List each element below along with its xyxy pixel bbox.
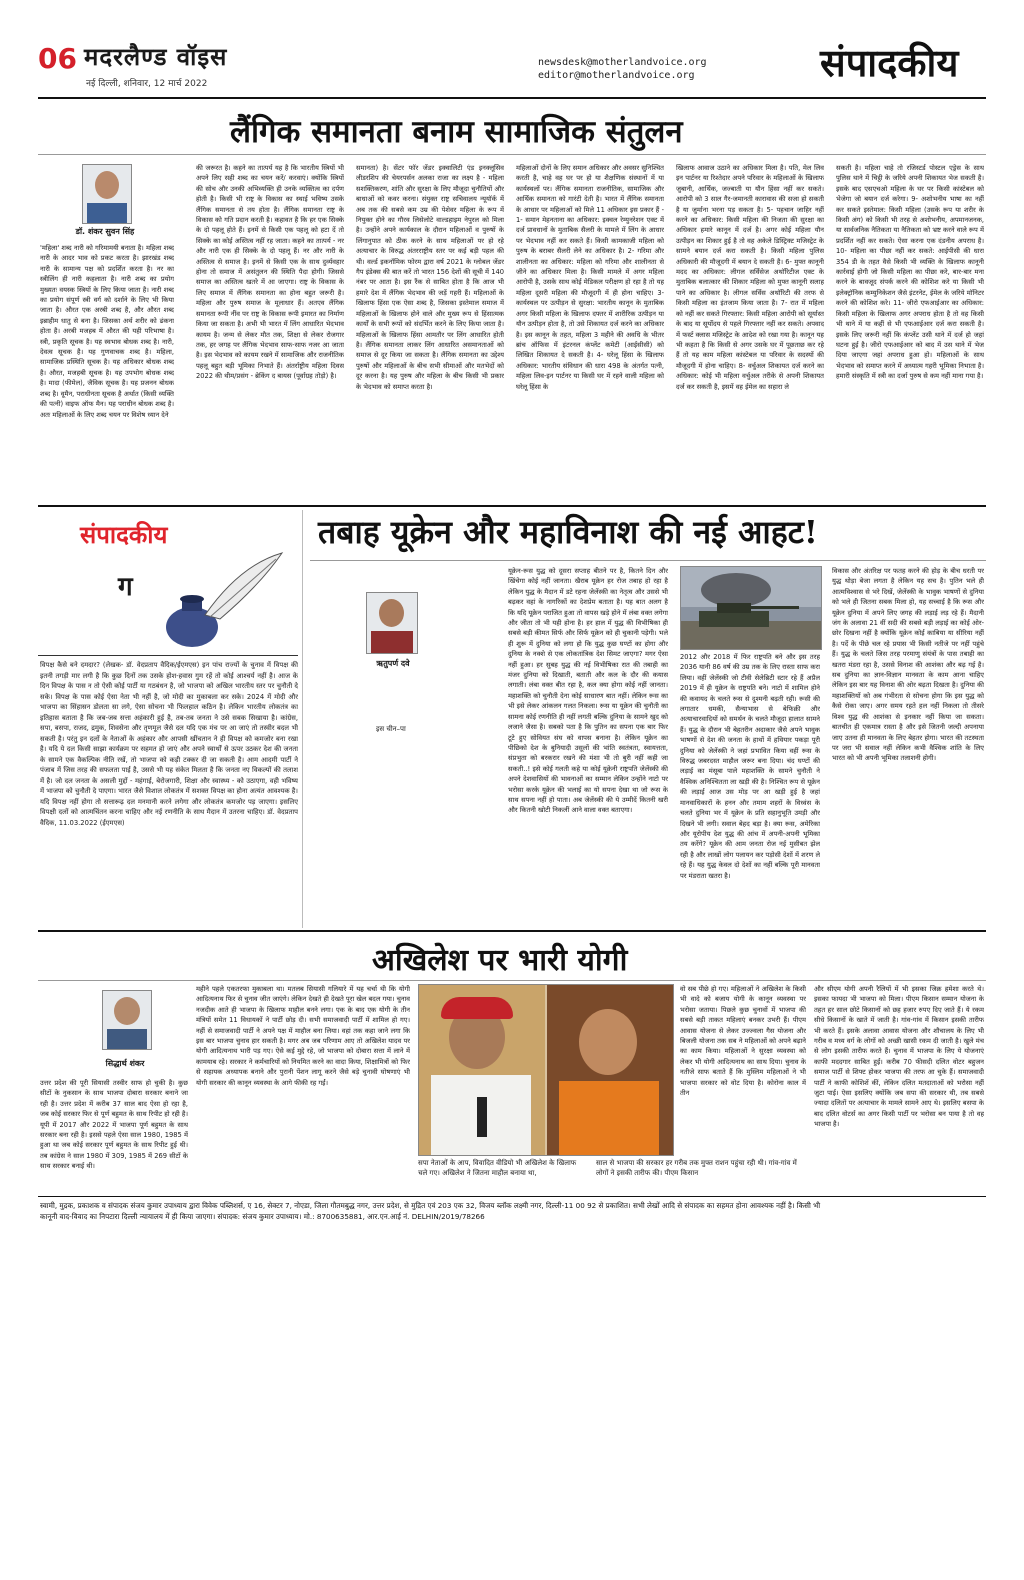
article-3-rule xyxy=(38,980,986,981)
article-1-col-5: खिलाफ आवाज उठाने का अधिकार मिला है। पति, मेल लिव इन पार्टनर या रिश्तेदार अपने परिवार के महिलाओं के खिलाफ जुबानी, आर्थिक, जज्बाती या यौन हिंसा नहीं कर सकते। आरोपी को 3 साल गैर-जमानती कारावास की सजा हो सकती है या जुर्माना भरना पड़ सकता है। 5- पहचान जाहिर नहीं करने का अधिकार: किसी महिला की निजता की सुरक्षा का अधिकार हमारे कानून में दर्ज है। अगर कोई महिला यौन उत्पीड़न का शिकार हुई है तो वह अकेले डिस्ट्रिक्ट मजिस्ट्रेट के सामने बयान दर्ज करा सकती है। किसी महिला पुलिस अधिकारी की मौजूदगी में बयान दे सकती है। 6- मुफ्त कानूनी मदद का अधिकार: लीगल सर्विसेज अथॉरिटीज एक्ट के मुताबिक बलात्कार की शिकार महिला को मुफ्त कानूनी सलाह पाने का अधिकार है। लीगल सर्विस अथॉरिटी की तरफ से किसी महिला का इंतजाम किया जाता है। 7- रात में महिला को नहीं कर सकते गिरफ्तार: किसी महिला आरोपी को सूर्यास्त के बाद या सूर्योदय से पहले गिरफ्तार नहीं कर सकते। अपवाद में फर्स्ट क्लास मजिस्ट्रेट के आदेश को रखा गया है। कानून यह भी कहता है कि किसी से अगर उसके घर में पूछताछ कर रहे हैं तो यह काम महिला कांस्टेबल या परिवार के सदस्यों की मौजूदगी में होना चाहिए। 8- वर्चुअल शिकायत दर्ज करने का अधिकार: कोई भी महिला वर्चुअल तरीके से अपनी शिकायत दर्ज कर सकती है, इसमें वह ईमेल का सहारा ले xyxy=(676,164,824,391)
author-photo-3 xyxy=(102,990,152,1050)
imprint-footer xyxy=(40,1200,986,1222)
author-photo-1 xyxy=(82,164,132,224)
article-3-headline: अखिलेश पर भारी योगी xyxy=(372,943,628,978)
article-3-col-1: उत्तर प्रदेश की पूरी सियासी तस्वीर साफ हो चुकी है। कुछ सीटों के नुकसान के साथ भाजपा दोबारा सरकार बनाने जा रही है। उत्तर प्रदेश में करीब 37 साल बाद ऐसा हो रहा है, जब कोई सरकार फिर से पूर्ण बहुमत के साथ रिपीट हो रही है। यूपी में 2017 और 2022 में भाजपा पूर्ण बहुमत के साथ सरकार बना रही है। इससे पहले ऐसा साल 1980, 1985 में हुआ था जब कोई सरकार पूर्ण बहुमत के साथ रिपीट हुई थी। तब कांग्रेस ने साल 1980 में 309, 1985 में 269 सीटों के साथ सरकार बनाई थी। xyxy=(40,1079,188,1171)
article-2-col-2: 2012 और 2018 में फिर राष्ट्रपति बने और इस तरह 2036 यानी 86 वर्ष की उम्र तक के लिए रास्ता साफ करा लिया। वहीं जेलेंस्की जो टीवी सेलेब्रिटी स्टार रहे हैं अप्रैल 2019 में ही यूक्रेन के राष्ट्रपति बने। नाटो में शामिल होने की कवायद के चलते रूस से दुश्मनी बढ़ती रही। रूसी की लगातार धमकी, सैन्याभास से बेफिक्री और अत्याचारवादियों को समर्थन के चलते मौजूदा हालात सामने हैं। युद्ध के दौरान भी बेहतरीन अदाकार जैसे अपने भावुक भाषणों से देश की जनता के हाथों में हथियार पकड़ा पूरी दुनिया को जेलेंस्की ने जहां प्रभावित किया वहीं रूस के विरुद्ध जबरदस्त माहौल जरूर बना दिया। चंद घण्टों की लड़ाई का मंसूबा पाले महाशक्ति के सामने चुनौती ने वैश्विक अनिश्चितता ला खड़ी की है। निश्चित रूप से यूक्रेन की लड़ाई आज उस मोड़ पर आ खड़ी हुई है जहां मानवाधिकारों के हनन और तमाम शहरों के विध्वंस के चलते दुनिया भर में यूक्रेन के प्रति सहानुभूति उमड़ी और दिखने भी लगी। सवाल बेहद बड़ा है। क्या रूस, अमेरिका और यूरोपीय देश युद्ध की आंच में अपनी-अपनी भूमिका तय करेंगे? यूक्रेन की आम जनता रोज नई मुसीबत झेल रही है और लाखों लोग पलायन कर पड़ोसी देशों में शरण ले रहे हैं। यह युद्ध केवल दो देशों का नहीं बल्कि पूरी मानवता पर मंडराता खतरा है। xyxy=(680,653,820,880)
article-2-author: ऋतुपर्ण दवे xyxy=(376,659,410,668)
article-3-col-3: वो सब पीछे हो गए। महिलाओं ने अखिलेश के किसी भी वादे को बजाय योगी के कानून व्यवस्था पर भरोसा जताया। पिछले कुछ चुनावों में भाजपा की सबसे बड़ी ताकत महिलाएं बनकर उभरी हैं। पीएम आवास योजना से लेकर उज्ज्वला गैस योजना और बिजली योजना तक सब ने महिलाओं को अपने बढ़ाने का काम किया। महिलाओं ने सुरक्षा व्यवस्था को लेकर भी योगी आदित्यनाथ का साथ दिया। चुनाव के नतीजे साफ बताते हैं कि मुस्लिम महिलाओं ने भी भाजपा सरकार को वोट दिया है। कोरोना काल में तीन xyxy=(680,985,806,1098)
imprint-line-2: कानूनी वाद-विवाद का निपटारा दिल्ली न्यायालय में ही किया जाएगा। संपादक: संजय कुमार उपाध्याय। मो.: 8700635881, आर.एन.आई नं. DELHIN/2019/78266 xyxy=(40,1212,485,1221)
article-3-col-4: और सीएम योगी अपनी रैलियों में भी इसका जिक्र हमेशा करते थे। इसका फायदा भी भाजपा को मिला। पीएम किसान सम्मान योजना के तहत हर साल छोटे किसानों को छह हजार रुपए दिए जाते हैं। ये रकम सीधे किसानों के खाते में जाती है। गांव-गांव में किसान इसकी तारीफ भी करते हैं। इसके अलावा आवास योजना और शौचालय के लिए भी गरीब व मध्य वर्ग के लोगों को अच्छी खासी रकम दी जाती है। खुले मंच से लोग इसकी तारीफ करते हैं। चुनाव में भाजपा के लिए ये योजनाएं काफी मददगार साबित हुईं। करीब 70 फीसदी दलित वोटर बहुजन समाज पार्टी से शिफ्ट होकर भाजपा की तरफ आ चुके हैं। समाजवादी पार्टी ने काफी कोशिशें कीं, लेकिन दलित मतदाताओं को भरोसा नहीं जुटा पाई। ऐसा इसलिए क्योंकि जब सपा की सरकार थी, तब सबसे ज्यादा दलितों पर अत्याचार के मामले सामने आए थे। इसलिए बसपा के बाद दलित वोटर्स का अगर किसी पार्टी पर भरोसा बन पाया है तो वह भाजपा है। xyxy=(814,985,984,1129)
article-2-col-3: विकास और अंतरिक्ष पर फतह करने की होड़ के बीच धरती पर युद्ध थोड़ा बेजा लगता है लेकिन यह सच है। पुतिन भले ही आत्मविश्वास से भरे दिखें, जेलेंस्की के भावुक भाषणों से दुनिया को भले ही जितना सबक मिला हो, यह सच्चाई है कि रूस और यूक्रेन दुनिया में अपने लिए जगह की लड़ाई लड़ रहे हैं। मैदानी जंग के अलावा 21 वीं सदी की सबसे बड़ी लड़ाई का कोई ओर-छोर दिखना नहीं है क्योंकि यूक्रेन कोई काबिया या सीरिया नहीं है। पर्दे के पीछे चल रहे प्रयास भी किसी नतीजे पर नहीं पहुंचे हैं। युद्ध के चलते जिस तरह परमाणु संयंत्रों के पास तबाही का खतरा मंडरा रहा है, उससे विनाश की आशंका और बढ़ गई है। सब दुनिया का ज्ञान-विज्ञान मानवता के काम आना चाहिए लेकिन इस बार यह विनाश की ओर बढ़ता दिखता है। दुनिया की महाशक्तियों को अब गंभीरता से सोचना होगा कि इस युद्ध को कैसे रोका जाए। अगर समय रहते हल नहीं निकला तो तीसरे विश्व युद्ध की आशंका से इनकार नहीं किया जा सकता। बातचीत ही एकमात्र रास्ता है और इसे जितनी जल्दी अपनाया जाए उतना ही मानवता के लिए बेहतर होगा। भारत की तटस्थता पर जरा भी सवाल नहीं लेकिन कभी वैश्विक शांति के लिए भारत को भी अपनी भूमिका तलाशनी होगी। xyxy=(832,567,984,763)
footer-rule xyxy=(38,1196,986,1197)
editorial-side-column: विपक्ष कैसे बने दमदार? (लेखक- डॉ. वेदप्रताप वैदिक/ईएमएस) इन पांच राज्यों के चुनाव में विपक्ष की इतनी तगड़ी मार लगी है कि कुछ दिनों तक उसके होश-हवास गुम रहें तो कोई आश्चर्य नहीं है। आज के दिन विपक्ष के पास न तो ऐसी कोई पार्टी या गठबंधन है, जो भाजपा को अखिल भारतीय स्तर पर चुनौती दे सके। विपक्ष के पास कोई ऐसा नेता भी नहीं है, जो मोदी का मुकाबला कर सके। 2024 में मोदी और भाजपा का सिंहासन डोलता सा लगे, ऐसा सोचना भी फिलहाल कठिन है। लेकिन भारतीय लोकतंत्र का इतिहास बताता है कि जब-जब सत्ता अहंकारी हुई है, तब-तब जनता ने उसे सबक सिखाया है। कांग्रेस, सपा, बसपा, राजद, द्रमुक, शिवसेना और तृणमूल जैसे दल यदि एक मंच पर आ जाएं तो तस्वीर बदल भी सकती है। परंतु इन दलों के नेताओं के अहंकार और आपसी खींचतान ने ही विपक्ष को कमजोर बना रखा है। यदि ये दल किसी साझा कार्यक्रम पर सहमत हो जाएं और अपने स्वार्थों से ऊपर उठकर देश की जनता के सामने एक वैकल्पिक नीति रखें, तो भाजपा को कड़ी टक्कर दी जा सकती है। आम आदमी पार्टी ने पंजाब में जिस तरह की सफलता पाई है, उससे भी यह संकेत मिलता है कि जनता नए विकल्पों की तलाश में है। जो दल जनता के असली मुद्दों - महंगाई, बेरोजगारी, शिक्षा और स्वास्थ्य - को उठाएगा, वही भविष्य में भाजपा को चुनौती दे पाएगा। भारत जैसे विशाल लोकतंत्र में सशक्त विपक्ष का होना अत्यंत आवश्यक है। यदि विपक्ष नहीं होगा तो सत्तारूढ़ दल मनमानी करने लगेगा और लोकतंत्र कमजोर पड़ जाएगा। इसलिए विपक्षी दलों को आत्मचिंतन करना चाहिए और नई रणनीति के साथ मैदान में उतरना चाहिए। डॉ. वेदप्रताप वैदिक, 11.03.2022 (ईएमएस) xyxy=(40,661,298,827)
newsdesk-email[interactable]: newsdesk@motherlandvoice.org xyxy=(538,57,707,68)
ink-quill-illustration xyxy=(150,545,290,655)
editorial-badge: संपादकीय xyxy=(80,520,168,549)
article-1-col-3: समानता) है। सेंटर फॉर जेंडर इक्वालिटी एंड इनक्लूसिव लीडरशिप की चेयरपर्सन अलका राजा का लक्ष्य है - महिला सशक्तिकरण, शांति और सुरक्षा के लिए मौजूदा चुनौतियों और बाधाओं को कवर करना। संयुक्त राष्ट्र सचिवालय न्यूयॉर्क में अब तक की सबसे कम उम्र की पेशेवर महिला के रूप में नियुक्त होने का गौरव लिसेलोटे वाल्डहाइम नेपुरल को मिला है। उन्होंने अपने कार्यकाल के दौरान महिलाओं व पुरुषों के लिंगानुपात को ठीक करने के साथ महिलाओं पर हो रहे अत्याचार के विरुद्ध अंतरराष्ट्रीय स्तर पर कई बड़ी पहल की थी। वर्ल्ड इकनॉमिक फोरम द्वारा वर्ष 2021 के ग्लोबल जेंडर गैप इंडेक्स की बात करें तो भारत 156 देशों की सूची में 140 नंबर पर आता है। इस रैंक से साबित होता है कि आज भी हमारे देश में लैंगिक भेदभाव की जड़ें गहरी हैं। महिलाओं के खिलाफ हिंसा एक ऐसा शब्द है, जिसका इस्तेमाल समाज में महिलाओं के खिलाफ होने वाले और मुख्य रूप से हिंसात्मक कार्यों के सभी रूपों को संदर्भित करने के लिए किया जाता है। महिलाओं के खिलाफ हिंसा आमतौर पर लिंग आधारित होती है। लैंगिक समानता लाकर लिंग आधारित असमानताओं को समाज से दूर किया जा सकता है। लैंगिक समानता का उद्देश्य पुरुषों और महिलाओं के बीच सभी सीमाओं और मतभेदों को दूर करना है। यह पुरुष और महिला के बीच किसी भी प्रकार के भेदभाव को समाप्त करता है। xyxy=(356,164,504,391)
masthead-divider xyxy=(38,97,986,99)
newspaper-name: मदरलैण्ड वॉइस xyxy=(84,43,228,71)
editorial-divider-line xyxy=(302,510,303,928)
article-1-headline: लैंगिक समानता बनाम सामाजिक संतुलन xyxy=(230,114,683,150)
article-2-rule xyxy=(310,560,986,561)
page-number: 06 xyxy=(38,42,77,75)
article-1-col-6: सकती है। महिला चाहे तो रजिस्टर्ड पोस्टल एड्रेस के साथ पुलिस थाने में चिट्ठी के जरिये अपनी शिकायत भेज सकती है। इसके बाद एसएचओ महिला के घर पर किसी कांस्टेबल को भेजेगा जो बयान दर्ज करेगा। 9- अशोभनीय भाषा का नहीं कर सकते इस्तेमाल: किसी महिला (उसके रूप या शरीर के किसी अंग) को किसी भी तरह से अशोभनीय, अपमानजनक, या सार्वजनिक नैतिकता या नैतिकता को भ्रष्ट करने वाले रूप में प्रदर्शित नहीं कर सकते। ऐसा करना एक दंडनीय अपराध है। 10- महिला का पीछा नहीं कर सकते: आईपीसी की धारा 354 डी के तहत वैसे किसी भी व्यक्ति के खिलाफ कानूनी कार्रवाई होगी जो किसी महिला का पीछा करे, बार-बार मना करने के बावजूद संपर्क करने की कोशिश करे या किसी भी इलेक्ट्रॉनिक कम्युनिकेशन जैसे इंटरनेट, ईमेल के जरिये मॉनिटर करने की कोशिश करे। 11- जीरो एफआईआर का अधिकार: किसी महिला के खिलाफ अगर अपराध होता है तो वह किसी भी थाने में या कहीं से भी एफआईआर दर्ज करा सकती है। इसके लिए जरूरी नहीं कि कंप्लेंट उसी थाने में दर्ज हो जहां घटना हुई है। जीरो एफआईआर को बाद में उस थाने में भेज दिया जाएगा जहां अपराध हुआ हो। महिलाओं के साथ भेदभाव को समाप्त करने में अध्यात्म गहरी भूमिका निभाता है। हमारी संस्कृति में स्त्री का दर्जा पुरुष से कम नहीं माना गया है। xyxy=(836,164,984,381)
article-2-headline: तबाह यूक्रेन और महाविनाश की नई आहट! xyxy=(318,513,818,551)
imprint-line-1: स्वामी, मुद्रक, प्रकाशक व संपादक संजय कुमार उपाध्याय द्वारा विवेक पब्लिशर्स, ए 16, सेक्टर 7, नोएडा, जिला गौतमबुद्ध नगर, उत्तर प्रदेश, से मुद्रित एवं 203 एक 32, विजय ब्लॉक लक्ष्मी नगर, दिल्ली-11 00 92 से प्रकाशित। सभी लेखों आदि से संपादक का सहमत होना आवश्यक नहीं है। किसी भी xyxy=(40,1201,821,1210)
article-3-author: सिद्धार्थ शंकर xyxy=(105,1059,145,1068)
leaders-photo xyxy=(418,984,674,1156)
article-3-col-2: महीने पहले एकतरफा मुकाबला था। मतलब सियासी गलियारे में यह चर्चा थी कि योगी आदित्यनाथ फिर से चुनाव जीत जाएंगे। लेकिन देखते ही देखते पूरा खेल बदल गया। चुनाव नजदीक आते ही भाजपा के खिलाफ माहौल बनने लगा। एक के बाद एक योगी के तीन मंत्रियों समेत 11 विधायकों ने पार्टी छोड़ दी। सभी समाजवादी पार्टी में शामिल हो गए। नहीं से समाजवादी पार्टी ने अपने पक्ष में माहौल बना लिया। वहां तक कहा जाने लगा कि इस बार भाजपा चुनाव हार सकती है। मगर अब जब परिणाम आए तो अखिलेश यादव पर योगी आदित्यनाथ भारी पड़ गए। ऐसे कई मुद्दे रहे, जो भाजपा को दोबारा सत्ता में लाने में कामयाब रहे। सरकार ने कर्मचारियों को नियमित करने का वादा किया, शिक्षामित्रों को फिर से सहायक अध्यापक बनाने और पुरानी पेंशन लागू करने जैसे बड़े चुनावी घोषणाएं भी योगी सरकार की कानून व्यवस्था के आगे फीकी रह गईं। xyxy=(196,985,410,1087)
article-2-side-note: इस चीन–पा xyxy=(376,725,406,733)
author-photo-2 xyxy=(366,592,418,654)
editorial-side-rule xyxy=(38,655,298,656)
article-1-author: डॉ. शंकर सुवन सिंह xyxy=(75,227,135,236)
photo-caption-left: सपा नेताओं के आप, विवादित वीडियो भी अखिलेश के खिलाफ चले गए। अखिलेश ने जितना माहौल बनाया था, xyxy=(418,1159,577,1177)
section-divider-2 xyxy=(38,930,986,932)
article-1-col-4: महिलाओं दोनों के लिए समान अधिकार और अवसर सुनिश्चित करती है, चाहे वह घर पर हो या शैक्षणिक संस्थानों में या कार्यस्थलों पर। लैंगिक समानता राजनीतिक, सामाजिक और आर्थिक समानता को गारंटी देती है। भारत में लैंगिक समानता के आधार पर महिलाओं को मिले 11 अधिकार इस प्रकार हैं - 1- समान मेहनताना का अधिकार: इक्वल रेम्युनरेशन एक्ट में दर्ज प्रावधानों के मुताबिक सैलरी के मामले में लिंग के आधार पर भेदभाव नहीं कर सकते हैं। किसी कामकाजी महिला को पुरुष के बराबर सैलरी लेने का अधिकार है। 2- गरिमा और शालीनता का अधिकार: महिला को गरिमा और शालीनता से जीने का अधिकार मिला है। किसी मामले में अगर महिला आरोपी है, उसके साथ कोई मेडिकल परीक्षण हो रहा है तो यह महिला दूसरी महिला की मौजूदगी में ही होना चाहिए। 3- कार्यस्थल पर उत्पीड़न से सुरक्षा: भारतीय कानून के मुताबिक अगर किसी महिला के खिलाफ दफ्तर में शारीरिक उत्पीड़न या यौन उत्पीड़न होता है, तो उसे शिकायत दर्ज करने का अधिकार है। इस कानून के तहत, महिला 3 महीने की अवधि के भीतर ब्रांच ऑफिस में इंटरनल कंप्लेंट कमेटी (आईसीसी) को लिखित शिकायत दे सकती है। 4- घरेलू हिंसा के खिलाफ अधिकार: भारतीय संविधान की धारा 498 के अंतर्गत पत्नी, महिला लिव-इन पार्टनर या किसी घर में रहने वाली महिला को घरेलू हिंसा के xyxy=(516,164,664,391)
dateline: नई दिल्ली, शनिवार, 12 मार्च 2022 xyxy=(86,79,208,89)
section-divider-1 xyxy=(38,505,986,507)
article-1-rule xyxy=(38,154,986,155)
tank-war-photo xyxy=(680,566,822,650)
article-1-col-2: की जरूरत है। कहने का तात्पर्य यह है कि भारतीय स्त्रियों भी अपने लिए सही शब्द का चयन करें/ करवाएं। क्योंकि स्त्रियों की सोच और उनकी अभिव्यक्ति ही उनके व्यक्तित्व का दर्पण होती है। किसी भी राष्ट्र के विकास का स्थाई भविष्य उसके लैंगिक समानता से तय होता है। लैंगिक समानता राष्ट्र के विकास को गति प्रदान करती है। कहावत है कि हर एक सिक्के के दो पहलू होते हैं। इनमें से किसी एक पहलू को हटा दें तो सिक्के का कोई अस्तित्व नहीं रह जाता। कहने का तात्पर्य - नर और नारी एक ही सिक्के के दो पहलू हैं। नर और नारी के अस्तित्व से समाज है। इनमें से किसी एक के साथ दुर्व्यवहार होना तो समाज में असंतुलन की स्थिति पैदा होगी। जिससे समाज का अस्तित्व खतरे में आ जाएगा। राष्ट्र के विकास के लिए समाज में लैंगिक समानता का होना बहुत जरूरी है। महिला और पुरुष समाज के मूलाधार हैं। अतएव लैंगिक समानता रूपी नींव पर राष्ट्र के विकास रूपी इमारत का निर्माण किया जा सकता है। अभी भी भारत में लिंग आधारित भेदभाव कायम है। जन्म से लेकर मौत तक, शिक्षा से लेकर रोजगार तक, हर जगह पर लैंगिक भेदभाव साफ-साफ नजर आ जाता है। इस भेदभाव को कायम रखने में सामाजिक और राजनीतिक पहलू बहुत बड़ी भूमिका निभाते हैं। अंतर्राष्ट्रीय महिला दिवस 2022 की थीम/प्रसंग - ब्रेकिंग द बायस (पूर्वाग्रह तोड़ो) है। xyxy=(196,164,344,381)
editorial-dropcap: ग xyxy=(118,572,133,602)
editor-email[interactable]: editor@motherlandvoice.org xyxy=(538,70,695,81)
contact-emails xyxy=(538,56,707,82)
article-1-col-1: 'महिला' शब्द नारी को गरिमामयी बनाता है। महिला शब्द नारी के आदर भाव को प्रकट करता है। झारखंड शब्द नारी के सामान्य पक्ष को प्रदर्शित करता है। नर का स्त्रीलिंग ही नारी कहलाता है। नारी शब्द का प्रयोग मुख्यतः वयस्क स्त्रियों के लिए किया जाता है। नारी शब्द का प्रयोग संपूर्ण स्त्री वर्ग को दर्शाने के लिए भी किया जाता है। औरत एक अरबी शब्द है, और औरत शब्द इब्राहीम धातु से बना है। जिसका अर्थ शरीर को ढंकना होता है। अरबी मजहब में औरत की यही परिभाषा है। स्त्री, प्रकृति सूचक है। यह स्वभाव बोधक शब्द है। नारी, देवत्व सूचक है। यह गुणवाचक शब्द है। महिला, सामाजिक प्रस्थिति सूचक है। यह अधिकार बोधक शब्द है। औरत, मजहबी सूचक है। यह उपभोग बोधक शब्द है। मादा (फीमेल), जैविक सूचक है। यह प्रजनन बोधक शब्द है। वूमैन, पराधीनता सूचक है अर्थात (किसी व्यक्ति की पत्नी) वाइफ ऑफ मैन। यह पराधीन बोधक शब्द है। अतः महिलाओं के लिए शब्द चयन पर विशेष ध्यान देने xyxy=(40,244,174,419)
photo-caption-right: साल से भाजपा की सरकार हर गरीब तक मुफ्त राशन पहुंचा रही थी। गांव-गांव में लोगों ने इसकी तारीफ की। पीएम किसान xyxy=(596,1159,797,1177)
section-title: संपादकीय xyxy=(820,40,959,85)
article-2-col-1: यूक्रेन-रूस युद्ध को दूसरा सप्ताह बीतने पर है, कितने दिन और खिंचेगा कोई नहीं जानता। खैराब यूक्रेन हर रोज तबाह हो रहा है लेकिन युद्ध के मैदान में डटे रहना जेलेंस्की का नेतृत्व और उससे भी बढ़कर वहां के नागरिकों का देशप्रेम बताता है। यह बात अलग है कि यदि यूक्रेन पराजित हुआ तो वापस खड़े होने में लंबा वक्त लगेगा और जीता तो भी यही होना है। हर हाल में युद्ध की विभीषिका ही सबसे बड़ी कीमत सिर्फ और सिर्फ यूक्रेन को ही चुकानी पड़ेगी। भले ही शुरू में दुनिया को लगा हो कि युद्ध कुछ घण्टों का होगा और दुनिया के नक्शे से एक लोकतांत्रिक देश सिमट जाएगा? मगर ऐसा नहीं हुआ। हर सुबह युद्ध की नई विभीषिका रात की तबाही का मंजर दुनिया को दिखाती, बताती और कल के दौर की कयास लगाती। लंबा वक्त बीत रहा है, कल क्या होगा कोई नहीं जानता। महाशक्ति को चुनौती देना कोई साधारण बात नहीं। लेकिन रूस का भी इसे लेकर आंकलन गलत निकला। रूस या यूक्रेन की चुनौती का सामना कोई रणनीति ही नहीं लगती बल्कि दुनिया के सामने खुद को लजाने जैसा है। सबको पता है कि पुतिन का सपना एक बार फिर टूटे हुए सोवियत संघ को वापस बनाना है। लेकिन यूक्रेन का पीछिको देश के बुनियादी उसूलों की भांति स्वतंत्रता, स्वायत्तता, संप्रभुता को बरकरार रखने की मंशा भी तो बुरी नहीं कही जा सकती..! इसे कोई गलती कहे या कोई यूक्रेनी राष्ट्रपति जेलेंस्की की अपने देशवासियों की भावनाओं का सम्मान लेकिन उन्होंने नाटो पर भरोसा करके यूक्रेन की भलाई का यो सपना देखा था जो रूस के साथ सपना नहीं हो पाता। अब जेलेंस्की की ये उम्मीदें कितनी खरी और कितनी खोटी निकलीं आने वाला वक्त बताएगा। xyxy=(508,567,668,815)
